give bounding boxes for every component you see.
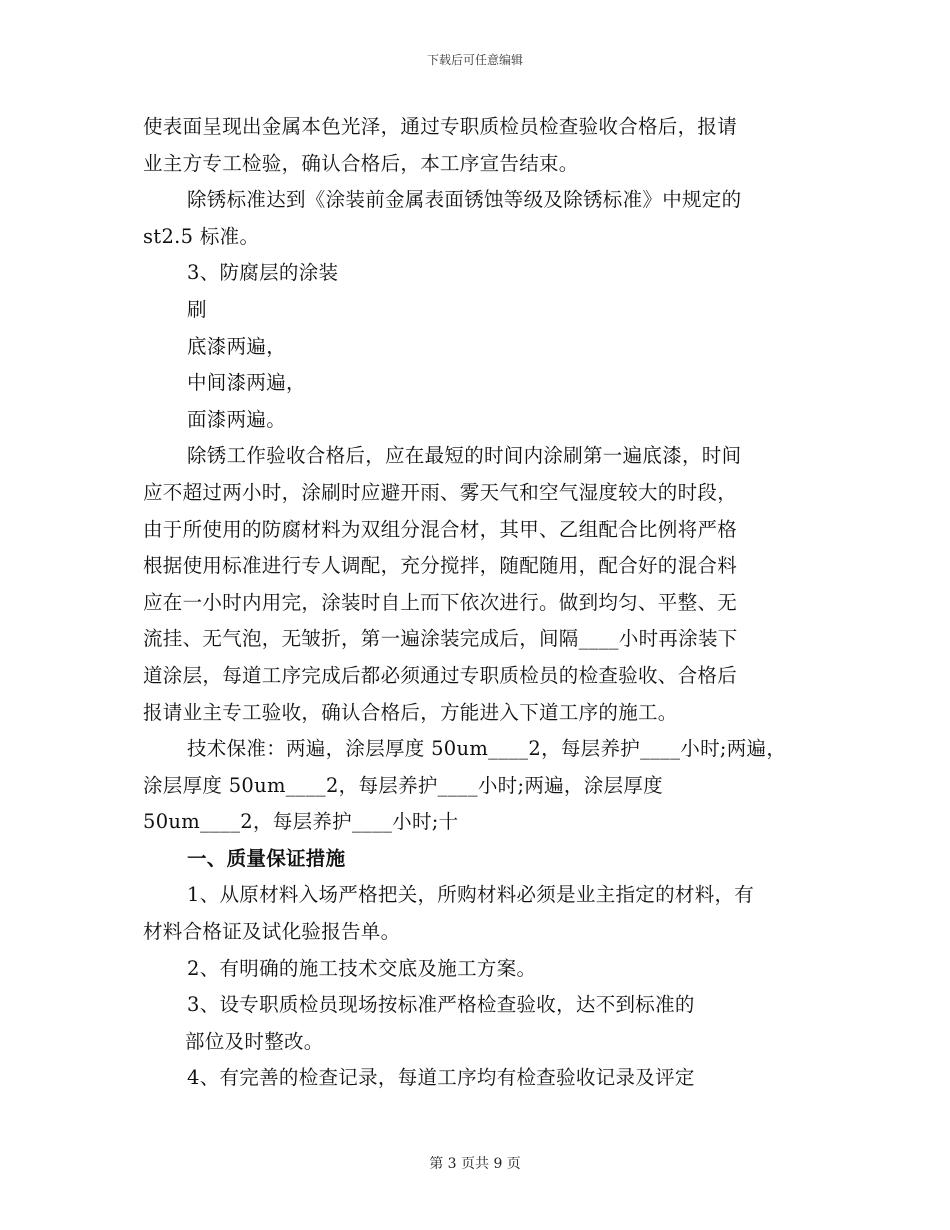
paragraph-line: 刷 (187, 297, 207, 321)
paragraph-line: 中间漆两遍， (187, 371, 306, 395)
list-item: 1、从原材料入场严格把关，所购材料必须是业主指定的材料，有 (187, 883, 755, 907)
paragraph-line: 应不超过两小时，涂刷时应避开雨、雾天气和空气湿度较大的时段， (143, 480, 738, 504)
list-item: 3、设专职质检员现场按标准严格检查验收，达不到标准的 (187, 993, 695, 1017)
paragraph-line: 道涂层，每道工序完成后都必须通过专职质检员的检查验收、合格后 (143, 663, 738, 687)
paragraph-line: 由于所使用的防腐材料为双组分混合材，其甲、乙组配合比例将严格 (143, 517, 738, 541)
paragraph-line: 使表面呈现出金属本色光泽，通过专职质检员检查验收合格后，报请 (143, 115, 738, 138)
paragraph-line: 材料合格证及试化验报告单。 (143, 920, 401, 944)
paragraph-line: st2.5 标准。 (143, 224, 260, 248)
paragraph-line: 除锈工作验收合格后，应在最短的时间内涂刷第一遍底漆，时间 (187, 444, 742, 468)
section-heading: 一、质量保证措施 (187, 846, 346, 870)
page-header: 下载后可任意编辑 (426, 53, 523, 67)
paragraph-line: 业主方专工检验，确认合格后，本工序宣告结束。 (143, 151, 579, 175)
paragraph-line: 部位及时整改。 (185, 1029, 324, 1053)
paragraph-line: 底漆两遍， (187, 334, 287, 358)
paragraph-line: 面漆两遍。 (187, 407, 287, 431)
paragraph-line: 50um____2，每层养护____小时;十 (143, 810, 459, 834)
paragraph-line: 流挂、无气泡，无皱折，第一遍涂装完成后，间隔____小时再涂装下 (143, 627, 738, 651)
document-body (143, 109, 823, 1097)
paragraph-line: 技术保准：两遍，涂层厚度 50um____2，每层养护____小时;两遍， (187, 737, 787, 761)
list-item: 2、有明确的施工技术交底及施工方案。 (187, 956, 537, 980)
paragraph-line: 应在一小时内用完，涂装时自上而下依次进行。做到均匀、平整、无 (143, 590, 738, 614)
paragraph-line: 除锈标准达到《涂装前金属表面锈蚀等级及除锈标准》中规定的 (187, 188, 742, 212)
paragraph-line: 涂层厚度 50um____2，每层养护____小时;两遍，涂层厚度 (143, 773, 663, 797)
paragraph-line: 根据使用标准进行专人调配，充分搅拌，随配随用，配合好的混合料 (143, 554, 738, 578)
page-footer: 第 3 页共 9 页 (429, 1156, 521, 1172)
paragraph-line: 报请业主专工验收，确认合格后，方能进入下道工序的施工。 (143, 700, 678, 724)
section-heading: 3、防腐层的涂装 (187, 261, 339, 285)
list-item: 4、有完善的检查记录，每道工序均有检查验收记录及评定 (187, 1066, 695, 1090)
